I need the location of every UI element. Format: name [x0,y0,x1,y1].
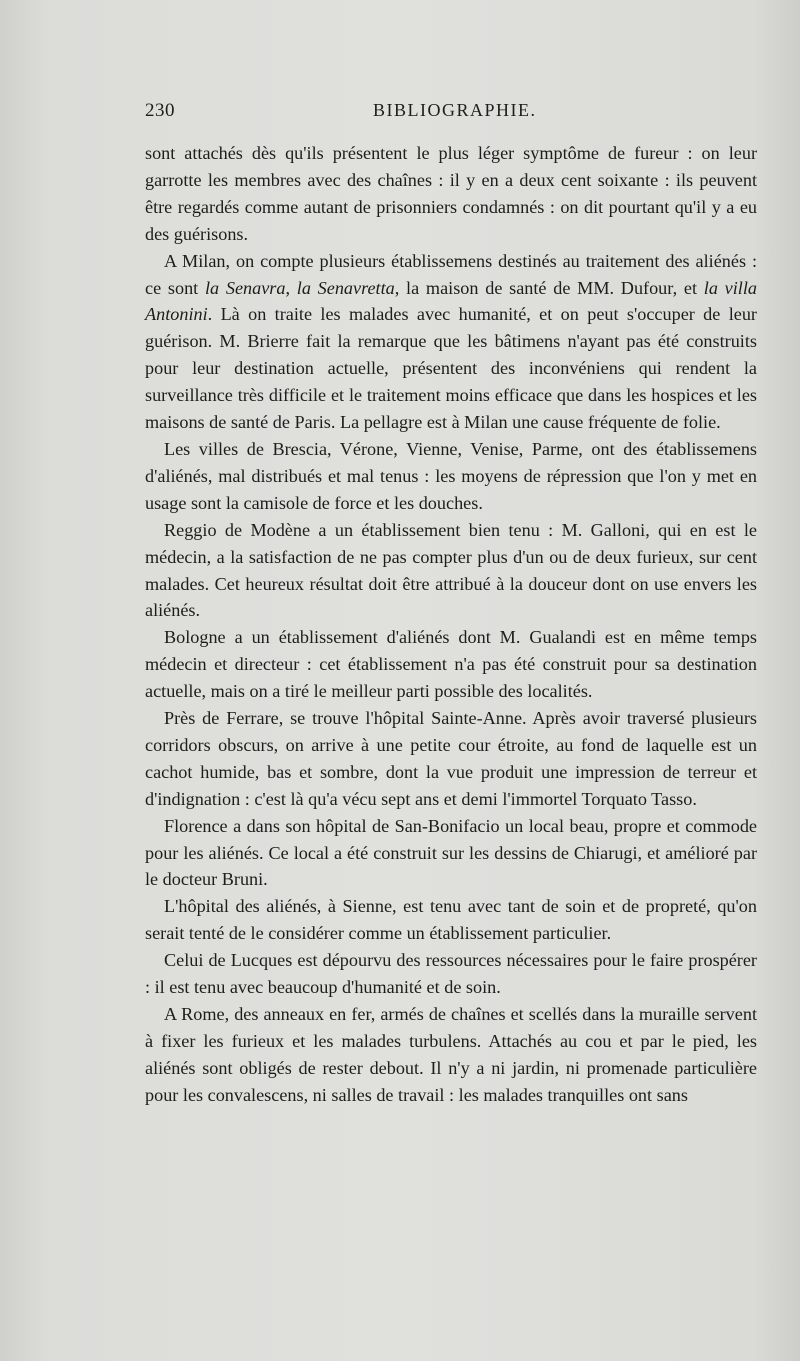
milan-text-c: , la maison de santé de MM. Dufour, et [394,277,704,298]
paragraph-lucques: Celui de Lucques est dépourvu des ressources nécessaires pour le faire prospérer : il est tenu avec beaucoup d'humanité et de soin. [145,950,757,998]
paragraph-florence: Florence a dans son hôpital de San-Bonifacio un local beau, propre et commode pour les aliénés. Ce local a été construit sur les dessins de Chiarugi, et amélioré par le docteur Bruni. [145,815,757,890]
milan-text-b: , [285,277,297,298]
paragraph-milan [145,248,757,436]
paragraph-reggio: Reggio de Modène a un établissement bien tenu : M. Galloni, qui en est le médecin, a la satisfaction de ne pas compter plus d'un ou de deux furieux, sur cent malades. Cet heureux résultat doit être attribué à la douceur dont on use envers les aliénés. [145,519,757,621]
paragraph-bologne: Bologne a un établissement d'aliénés dont M. Gualandi est en même temps médecin et directeur : cet établissement n'a pas été construit pour sa destination actuelle, mais on a tiré le meilleur parti possible des localités. [145,627,757,702]
milan-italic-villa-antonini: la villa Antonini [145,277,758,325]
page-number: 230 [145,100,175,121]
running-title: BIBLIOGRAPHIE. [373,100,537,120]
paragraph-villes: Les villes de Brescia, Vérone, Vienne, Venise, Parme, ont des établissemens d'aliénés, mal distribués et mal tenus : les moyens de répression que l'on y met en usage sont la camisole de force et les douches. [145,438,757,513]
milan-text-d: . Là on traite les malades avec humanité, et on peut s'occuper de leur guérison. M. Brierre fait la remarque que les bâtimens n'ayant pas été construits pour leur destination actuelle, présentent des inconvéniens qui rendent la surveillance très difficile et le traitement moins efficace que dans les hospices et les maisons de santé de Paris. La pellagre est à Milan une cause fréquente de folie. [145,304,757,433]
paragraph-sienne: L'hôpital des aliénés, à Sienne, est tenu avec tant de soin et de propreté, qu'on serait tenté de le considérer comme un établissement particulier. [145,896,757,944]
milan-text-a: A Milan, on compte plusieurs établissemens destinés au traitement des aliénés : ce sont [145,250,757,298]
page-header [145,100,755,130]
paragraph-rome: A Rome, des anneaux en fer, armés de chaînes et scellés dans la muraille servent à fixer les furieux et les malades turbulens. Attachés au cou et par le pied, les aliénés sont obligés de rester debout. Il n'y a ni jardin, ni promenade particulière pour les convalescens, ni salles de travail : les malades tranquilles ont sans [145,1004,757,1105]
paragraph-ferrare: Près de Ferrare, se trouve l'hôpital Sainte-Anne. Après avoir traversé plusieurs corridors obscurs, on arrive à une petite cour étroite, au fond de laquelle est un cachot humide, bas et sombre, dont la vue produit une impression de terreur et d'indignation : c'est là qu'a vécu sept ans et demi l'immortel Torquato Tasso. [145,708,757,809]
body-text [145,140,757,1109]
paragraph-continuation: sont attachés dès qu'ils présentent le plus léger symptôme de fureur : on leur garrotte les membres avec des chaînes : il y en a deux cent soixante : ils peuvent être regardés comme autant de prisonniers condamnés : on dit pourtant qu'il y a eu des guérisons. [145,143,757,244]
milan-italic-senavra: la Senavra [204,277,286,298]
milan-italic-senavretta: la Senavretta [296,277,395,298]
